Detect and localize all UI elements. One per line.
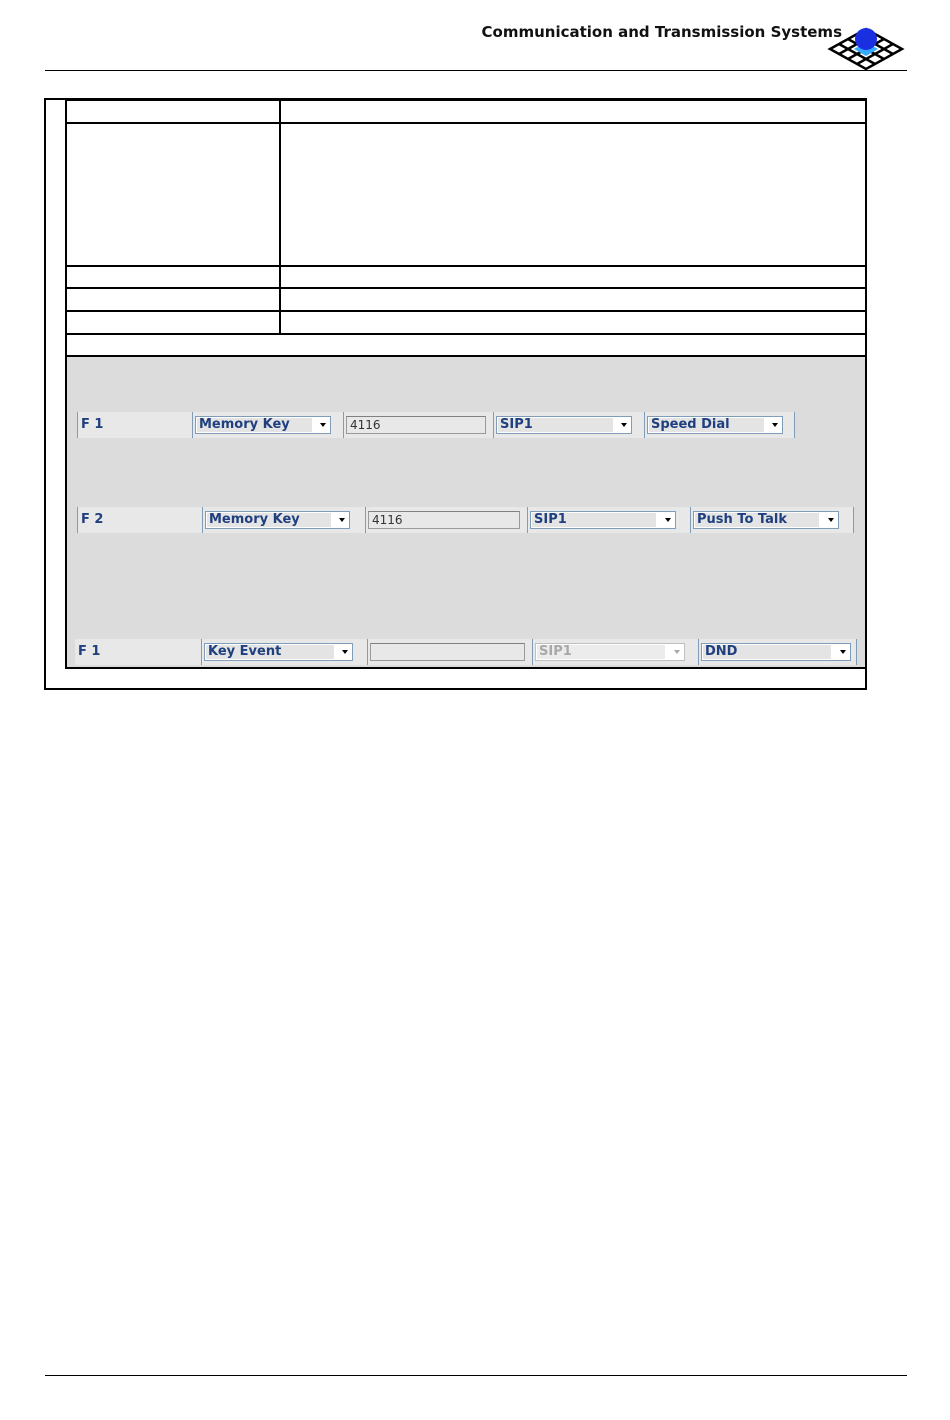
document-header-title: Communication and Transmission Systems: [481, 23, 842, 41]
table-cell: [65, 123, 281, 266]
table-cell: [281, 288, 867, 311]
table-cell: [65, 288, 281, 311]
type-cell: [203, 507, 366, 533]
table-rule: [65, 310, 867, 312]
select-value: Speed Dial: [651, 417, 730, 432]
table-row: [65, 334, 867, 357]
key-label: F 2: [77, 507, 203, 533]
table-rule: [65, 122, 867, 124]
account-select[interactable]: [496, 416, 632, 434]
table-cell: [281, 123, 867, 266]
key-label: F 1: [77, 412, 193, 438]
type-cell: [193, 412, 344, 438]
chevron-down-icon: [339, 518, 345, 522]
select-value: SIP1: [539, 644, 572, 659]
chevron-down-icon: [320, 423, 326, 427]
chevron-down-icon: [621, 423, 627, 427]
key-type-select[interactable]: [204, 643, 353, 661]
table-cell: [65, 311, 281, 334]
chevron-down-icon: [772, 423, 778, 427]
account-select[interactable]: [530, 511, 676, 529]
table-cell: [281, 99, 867, 123]
key-type-select[interactable]: [195, 416, 331, 434]
account-cell: [533, 639, 699, 665]
screenshot-border: [865, 357, 867, 669]
table-cell: [65, 266, 281, 288]
mode-cell: [645, 412, 795, 438]
chevron-down-icon: [828, 518, 834, 522]
key-label: F 1: [75, 639, 202, 665]
chevron-down-icon: [840, 650, 846, 654]
table-rule: [65, 265, 867, 267]
key-type-select[interactable]: [205, 511, 350, 529]
function-key-row: [77, 412, 795, 438]
table-cell: [281, 266, 867, 288]
account-select: [535, 643, 685, 661]
table-cell: [281, 311, 867, 334]
select-value: Memory Key: [209, 512, 300, 527]
function-key-row: [77, 507, 854, 533]
table-rule: [65, 333, 867, 335]
mode-cell: [699, 639, 857, 665]
account-cell: [528, 507, 691, 533]
select-value: DND: [705, 644, 738, 659]
key-value-input[interactable]: 4116: [346, 416, 486, 434]
select-value: Key Event: [208, 644, 282, 659]
table-row: [65, 99, 867, 123]
chevron-down-icon: [342, 650, 348, 654]
select-value: SIP1: [534, 512, 567, 527]
select-value: SIP1: [500, 417, 533, 432]
account-cell: [494, 412, 645, 438]
header-rule: [45, 70, 907, 71]
footer-rule: [45, 1375, 907, 1376]
value-cell: [366, 507, 528, 533]
function-key-screenshot: [67, 357, 865, 667]
value-cell: [368, 639, 533, 665]
table-row: [65, 123, 867, 266]
table-row: [65, 266, 867, 288]
table-rule: [65, 287, 867, 289]
mode-cell: [691, 507, 854, 533]
table-row: [65, 288, 867, 311]
select-value: Push To Talk: [697, 512, 787, 527]
mode-select[interactable]: [647, 416, 783, 434]
mode-select[interactable]: [701, 643, 851, 661]
chevron-down-icon: [674, 650, 680, 654]
type-cell: [202, 639, 368, 665]
value-cell: [344, 412, 494, 438]
key-value-input[interactable]: [370, 643, 525, 661]
key-value-input[interactable]: 4116: [368, 511, 520, 529]
table-cell: [65, 99, 281, 123]
screenshot-border: [65, 667, 867, 669]
globe-grid-logo: [826, 25, 906, 73]
mode-select[interactable]: [693, 511, 839, 529]
chevron-down-icon: [665, 518, 671, 522]
table-row: [65, 311, 867, 334]
select-value: Memory Key: [199, 417, 290, 432]
function-key-row: [75, 639, 857, 665]
